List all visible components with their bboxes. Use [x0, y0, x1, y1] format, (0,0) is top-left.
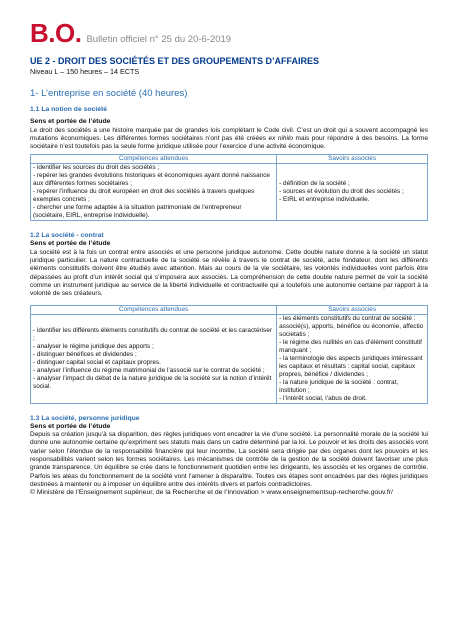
subsection-title-1-3: 1.3 La société, personne juridique	[30, 414, 140, 422]
competence-item: - chercher une forme adaptée à la situation patrimoniale de l’entrepreneur (sociétaire, EIRL, entreprise individuelle).	[33, 204, 242, 220]
subsection-title-1-1: 1.1 La notion de société	[30, 106, 108, 113]
paragraph-1-1-emphasis: ex nihilo	[268, 134, 294, 142]
competence-item: - distinguer bénéfices et dividendes ;	[33, 350, 137, 358]
competence-item: - repérer l’influence du droit européen en droit des sociétés à travers quelques exemples concrets ;	[33, 188, 255, 204]
competence-item: - analyser l’impact du débat de la nature juridique de la société sur la notion d’intérêt social.	[33, 374, 272, 390]
savoirs-cell	[277, 314, 428, 403]
savoir-item: - les éléments constitutifs du contrat de société : associé(s), apports, bénéfice ou économie, affectio societatis ;	[279, 314, 424, 338]
savoir-item: - définition de la société ;	[279, 180, 350, 188]
subsection-title-1-2: 1.2 La société - contrat	[30, 232, 104, 240]
ue-title: UE 2 - DROIT DES SOCIÉTÉS ET DES GROUPEMENTS D’AFFAIRES	[30, 56, 320, 66]
competence-item: - analyser l’influence du régime matrimonial de l’associé sur le contrat de société ;	[33, 366, 265, 374]
savoir-item: - sources et évolution du droit des sociétés ;	[279, 188, 404, 196]
header	[30, 20, 428, 50]
savoirs-cell	[277, 164, 428, 221]
competence-item: - distinguer capital social et capitaux propres.	[33, 358, 161, 366]
sens-heading-1-2: Sens et portée de l’étude	[30, 240, 111, 248]
section-title: 1- L’entreprise en société (40 heures)	[30, 88, 188, 99]
bo-logo: B.O.	[30, 18, 82, 48]
bulletin-title: Bulletin officiel n° 25 du 20-6-2019	[86, 34, 232, 45]
table-header-savoirs: Savoirs associés	[277, 155, 428, 164]
footer-copyright: © Ministère de l’Enseignement supérieur, de la Recherche et de l’Innovation > www.enseignementsup-recherche.gouv.fr/	[30, 489, 393, 497]
savoir-item: - le régime des nullités en cas d’élément constitutif manquant ;	[279, 338, 422, 354]
paragraph-1-1-part-a: Le droit des sociétés a une histoire marquée par de grandes lois complétant le Code civil. C’est un droit qui a souvent accompagné les mutations économiques. Les différentes formes sociétaires n’ont pas été créées	[30, 126, 428, 142]
sens-heading-1-1: Sens et portée de l’étude	[30, 118, 111, 125]
table-1-1	[30, 154, 428, 221]
savoir-item: - la nature juridique de la société : contrat, institution ;	[279, 378, 399, 394]
paragraph-1-1-part-b: mais pour répondre à des besoins. La forme sociétaire n’est toutefois pas la seule forme juridique utilisée pour l’exercice d’une activité économique.	[30, 134, 428, 151]
savoir-item: - l’intérêt social, l’abus de droit.	[279, 394, 367, 402]
paragraph-1-3: Depuis sa création jusqu’à sa disparition, des règles juridiques vont encadrer la vie d’une société. La personnalité morale de la société lui donne une autonomie certaine qu’expriment ses statuts mais dans un cadre déterminé par la loi. Le pouvoir et les droits des associés vont varier selon l’étendue de la responsabilité financière qui leur incombe. La société sera dirigée par des organes dont les pouvoirs et les responsabilités varient selon les formes sociétaires. Les mécanismes de contrôle de la gestion de la société doivent favoriser une plus grande transparence. Un équilibre se crée dans le fonctionnement quotidien entre les dirigeants, les associés et les organes de contrôle. Parfois les aléas du fonctionnement de la société vont l’amener à disparaître. Toutes ces étapes sont encadrées par des règles juridiques destinées à maintenir ou à imposer un équilibre entre des intérêts divers et parfois contradictoires.	[30, 431, 428, 488]
paragraph-1-1	[30, 127, 428, 152]
table-1-2	[30, 305, 428, 404]
table-header-competences: Compétences attendues	[31, 155, 277, 164]
savoir-item: - la terminologie des aspects juridiques intéressant les capitaux et résultats : capital social, capitaux propres, bénéfice / dividendes ;	[279, 354, 423, 378]
ue-subtitle: Niveau L – 150 heures – 14 ECTS	[30, 67, 140, 76]
competence-item: - identifier les sources du droit des sociétés ;	[33, 164, 160, 172]
paragraph-1-2: La société est à la fois un contrat entre associés et une personne juridique autonome. Cette double nature donne à la société un statut juridique particulier. La nature contractuelle de la société se révèle à travers le contrat de société, acte fondateur, dont les différents éléments constitutifs doivent être étudiés avec attention. Mais au cours de la vie sociétaire, les volontés individuelles vont parfois être dépassées au profit d’un intérêt social qui s’imposera aux associés. La compréhension de cette double nature permet de voir la société comme un instrument juridique au service de la liberté individuelle et contractuelle qui a toutefois une autonomie certaine par rapport à la volonté de ses créateurs.	[30, 248, 428, 298]
sens-heading-1-3: Sens et portée de l’étude	[30, 422, 111, 430]
table-header-savoirs: Savoirs associés	[277, 305, 428, 314]
competences-cell	[31, 314, 277, 403]
competence-item: - analyser le régime juridique des apports ;	[33, 342, 154, 350]
competence-item: - identifier les différents éléments constitutifs du contrat de société et les caractériser ;	[33, 326, 272, 342]
competence-item: - repérer les grandes évolutions historiques et économiques ayant donné naissance aux différentes formes sociétaires ;	[33, 172, 270, 188]
savoir-item: - EIRL et entreprise individuelle.	[279, 196, 370, 204]
table-header-competences: Compétences attendues	[31, 305, 277, 314]
page	[30, 20, 428, 498]
competences-cell	[31, 164, 277, 221]
